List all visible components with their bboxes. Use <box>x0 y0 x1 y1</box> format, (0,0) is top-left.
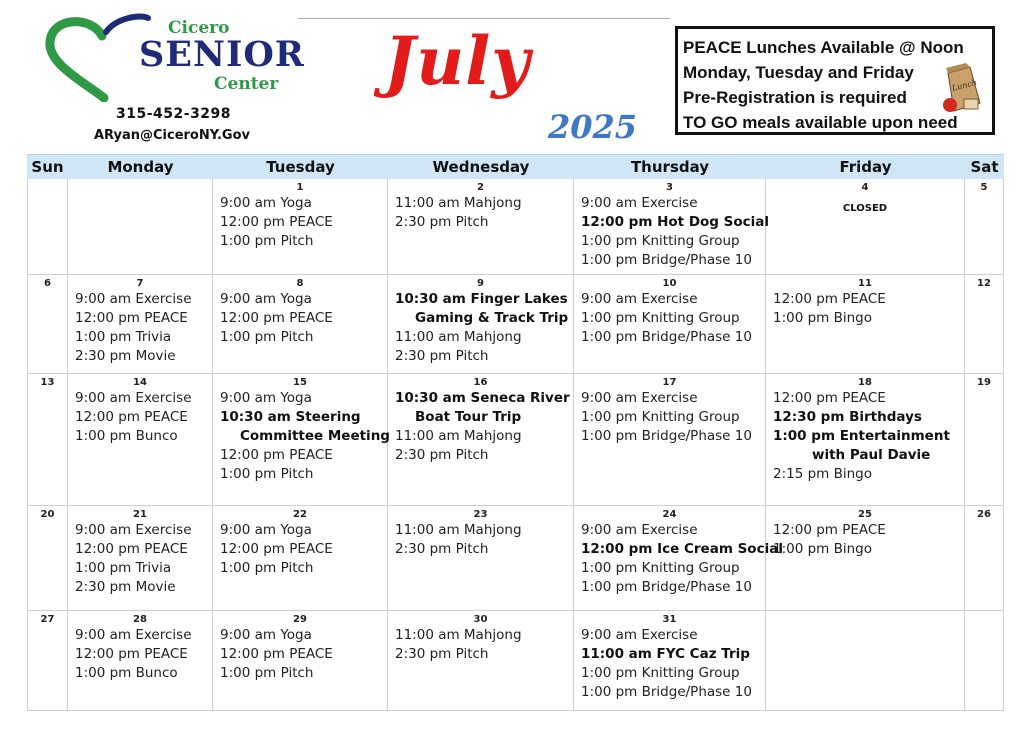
event-item: 12:30 pm Birthdays <box>773 409 922 425</box>
event-item: 12:00 pm PEACE <box>75 310 188 326</box>
event-item: 2:30 pm Pitch <box>395 447 489 463</box>
event-item: 9:00 am Exercise <box>581 522 698 538</box>
date-number: 19 <box>977 377 991 388</box>
event-item: 12:00 pm PEACE <box>220 310 333 326</box>
month-title: July <box>384 22 531 100</box>
event-item: 2:30 pm Movie <box>75 348 176 364</box>
event-item: 1:00 pm Bunco <box>75 428 178 444</box>
event-item: 12:00 pm PEACE <box>773 522 886 538</box>
date-number <box>28 179 67 182</box>
day-header-monday: Monday <box>68 154 213 179</box>
day-cell <box>574 179 770 275</box>
date-number: 1 <box>296 182 304 193</box>
day-cell <box>965 374 1004 506</box>
date-number: 4 <box>861 182 869 193</box>
logo-cicero-text: Cicero <box>168 18 230 38</box>
event-item: Committee Meeting <box>240 428 390 444</box>
year-title: 2025 <box>548 108 638 146</box>
date-number: 15 <box>293 377 307 388</box>
event-item: 1:00 pm Bingo <box>773 541 873 557</box>
event-item: 9:00 am Exercise <box>581 627 698 643</box>
day-cell <box>766 611 965 711</box>
event-item: 1:00 pm Pitch <box>220 665 314 681</box>
calendar-grid <box>27 154 1004 711</box>
date-number: 26 <box>977 509 991 520</box>
event-item: 12:00 pm PEACE <box>75 646 188 662</box>
day-cell <box>574 506 783 611</box>
day-cell <box>766 275 965 374</box>
event-item: 1:00 pm Knitting Group <box>581 310 740 326</box>
event-item: 11:00 am Mahjong <box>395 522 522 538</box>
notice-line: Pre-Registration is required <box>683 88 907 107</box>
day-header-friday: Friday <box>766 154 965 179</box>
lunch-bag-icon <box>940 63 984 113</box>
event-item: 1:00 pm Pitch <box>220 329 314 345</box>
event-item: 1:00 pm Bridge/Phase 10 <box>581 252 752 268</box>
day-cell <box>68 179 213 275</box>
lunch-bag-label: Lunch <box>951 77 978 93</box>
header-divider <box>298 18 670 19</box>
day-header-thursday: Thursday <box>574 154 766 179</box>
event-item: 9:00 am Yoga <box>220 627 312 643</box>
date-number: 22 <box>293 509 307 520</box>
day-cell <box>68 506 213 611</box>
email-address: ARyan@CiceroNY.Gov <box>94 128 251 143</box>
event-item: 9:00 am Exercise <box>75 390 192 406</box>
day-cell <box>213 374 388 506</box>
day-cell <box>27 374 68 506</box>
day-cell <box>766 506 965 611</box>
day-header-sat: Sat <box>965 154 1004 179</box>
date-number: 11 <box>858 278 872 289</box>
date-number: 3 <box>666 182 673 193</box>
date-number: 2 <box>477 182 484 193</box>
logo-center-text: Center <box>214 74 279 94</box>
day-cell <box>27 275 68 374</box>
event-item: 12:00 pm PEACE <box>220 541 333 557</box>
day-cell <box>965 506 1004 611</box>
day-cell <box>27 179 68 275</box>
event-item: 11:00 am Mahjong <box>395 195 522 211</box>
day-cell <box>965 179 1004 275</box>
day-cell <box>388 506 574 611</box>
event-item: 2:15 pm Bingo <box>773 466 873 482</box>
event-item: 1:00 pm Knitting Group <box>581 233 740 249</box>
event-item: 1:00 pm Bridge/Phase 10 <box>581 684 752 700</box>
event-item: 9:00 am Exercise <box>75 291 192 307</box>
event-item: 9:00 am Yoga <box>220 390 312 406</box>
event-item: 9:00 am Exercise <box>75 627 192 643</box>
phone-number: 315-452-3298 <box>116 106 232 122</box>
day-cell <box>766 179 965 275</box>
date-number <box>68 179 212 182</box>
event-item: 11:00 am Mahjong <box>395 329 522 345</box>
day-cell <box>574 374 766 506</box>
day-cell <box>388 275 574 374</box>
date-number: 7 <box>136 278 144 289</box>
event-item: 12:00 pm PEACE <box>773 390 886 406</box>
date-number: 14 <box>133 377 147 388</box>
event-item: 1:00 pm Bingo <box>773 310 873 326</box>
day-cell <box>68 611 213 711</box>
event-item: 12:00 pm PEACE <box>75 409 188 425</box>
date-number: 29 <box>293 614 307 625</box>
day-cell <box>213 179 388 275</box>
notice-line: TO GO meals available upon need <box>683 113 958 132</box>
event-item: 10:30 am Steering <box>220 409 361 425</box>
day-cell <box>27 611 68 711</box>
day-cell <box>388 611 574 711</box>
logo-senior-text: SENIOR <box>139 34 305 75</box>
day-cell <box>574 611 766 711</box>
day-cell <box>965 611 1004 711</box>
event-item: 10:30 am Finger Lakes <box>395 291 568 307</box>
event-item: 1:00 pm Knitting Group <box>581 409 740 425</box>
event-item: 12:00 pm PEACE <box>220 447 333 463</box>
day-cell <box>68 275 213 374</box>
date-number: 30 <box>473 614 488 625</box>
day-header-wednesday: Wednesday <box>388 154 574 179</box>
event-item: 2:30 pm Pitch <box>395 348 489 364</box>
date-number: 21 <box>133 509 147 520</box>
day-cell <box>766 374 965 506</box>
event-item: 1:00 pm Knitting Group <box>581 665 740 681</box>
date-number: 27 <box>40 614 55 625</box>
day-cell <box>965 275 1004 374</box>
event-item: 12:00 pm Ice Cream Social <box>581 541 783 557</box>
event-item: 1:00 pm Bridge/Phase 10 <box>581 428 752 444</box>
date-number: 31 <box>662 614 677 625</box>
event-item: 2:30 pm Pitch <box>395 214 489 230</box>
day-cell <box>68 374 213 506</box>
event-item: 9:00 am Yoga <box>220 522 312 538</box>
date-number: 28 <box>133 614 147 625</box>
day-header-sun: Sun <box>27 154 68 179</box>
day-cell <box>213 275 388 374</box>
day-header-tuesday: Tuesday <box>213 154 388 179</box>
event-item: 11:00 am FYC Caz Trip <box>581 646 750 662</box>
event-item: 1:00 pm Pitch <box>220 466 314 482</box>
date-number: 23 <box>473 509 488 520</box>
notice-line: Monday, Tuesday and Friday <box>683 63 914 82</box>
event-item: 12:00 pm PEACE <box>220 214 333 230</box>
day-cell <box>27 506 68 611</box>
event-item: 2:30 pm Pitch <box>395 541 489 557</box>
date-number: 9 <box>477 278 484 289</box>
date-number: 10 <box>662 278 677 289</box>
day-cell <box>213 506 388 611</box>
event-item: 9:00 am Exercise <box>581 195 698 211</box>
day-cell <box>388 179 574 275</box>
closed-label: CLOSED <box>842 203 888 214</box>
event-item: 12:00 pm PEACE <box>75 541 188 557</box>
date-number: 17 <box>662 377 677 388</box>
day-cell <box>388 374 574 506</box>
date-number: 12 <box>977 278 991 289</box>
lunch-notice-box <box>675 26 995 135</box>
date-number: 24 <box>662 509 677 520</box>
date-number: 25 <box>858 509 872 520</box>
date-number: 8 <box>296 278 304 289</box>
event-item: 11:00 am Mahjong <box>395 627 522 643</box>
date-number: 16 <box>473 377 488 388</box>
event-item: 9:00 am Yoga <box>220 195 312 211</box>
date-number <box>766 611 964 614</box>
event-item: 9:00 am Exercise <box>581 291 698 307</box>
event-item: 9:00 am Exercise <box>581 390 698 406</box>
date-number: 20 <box>40 509 55 520</box>
date-number: 6 <box>44 278 51 289</box>
date-number <box>965 611 1003 614</box>
event-item: 2:30 pm Pitch <box>395 646 489 662</box>
event-item: 1:00 pm Knitting Group <box>581 560 740 576</box>
event-item: 12:00 pm PEACE <box>773 291 886 307</box>
date-number: 5 <box>980 182 988 193</box>
event-item: 9:00 am Exercise <box>75 522 192 538</box>
event-item: 12:00 pm PEACE <box>220 646 333 662</box>
day-cell <box>213 611 388 711</box>
event-item: 11:00 am Mahjong <box>395 428 522 444</box>
event-item: 1:00 pm Bridge/Phase 10 <box>581 329 752 345</box>
notice-line: PEACE Lunches Available @ Noon <box>683 38 964 57</box>
event-item: with Paul Davie <box>812 447 931 463</box>
date-number: 18 <box>858 377 872 388</box>
event-item: 1:00 pm Trivia <box>75 329 172 345</box>
event-item: 1:00 pm Pitch <box>220 233 314 249</box>
event-item: 12:00 pm Hot Dog Social <box>581 214 770 230</box>
date-number: 13 <box>40 377 55 388</box>
event-item: 1:00 pm Trivia <box>75 560 172 576</box>
day-cell <box>574 275 766 374</box>
event-item: Gaming & Track Trip <box>415 310 569 326</box>
event-item: 1:00 pm Bridge/Phase 10 <box>581 579 752 595</box>
event-item: Boat Tour Trip <box>415 409 522 425</box>
event-item: 1:00 pm Entertainment <box>773 428 950 444</box>
senior-center-logo <box>44 12 304 102</box>
event-item: 10:30 am Seneca River <box>395 390 570 406</box>
event-item: 2:30 pm Movie <box>75 579 176 595</box>
event-item: 1:00 pm Pitch <box>220 560 314 576</box>
event-item: 9:00 am Yoga <box>220 291 312 307</box>
event-item: 1:00 pm Bunco <box>75 665 178 681</box>
